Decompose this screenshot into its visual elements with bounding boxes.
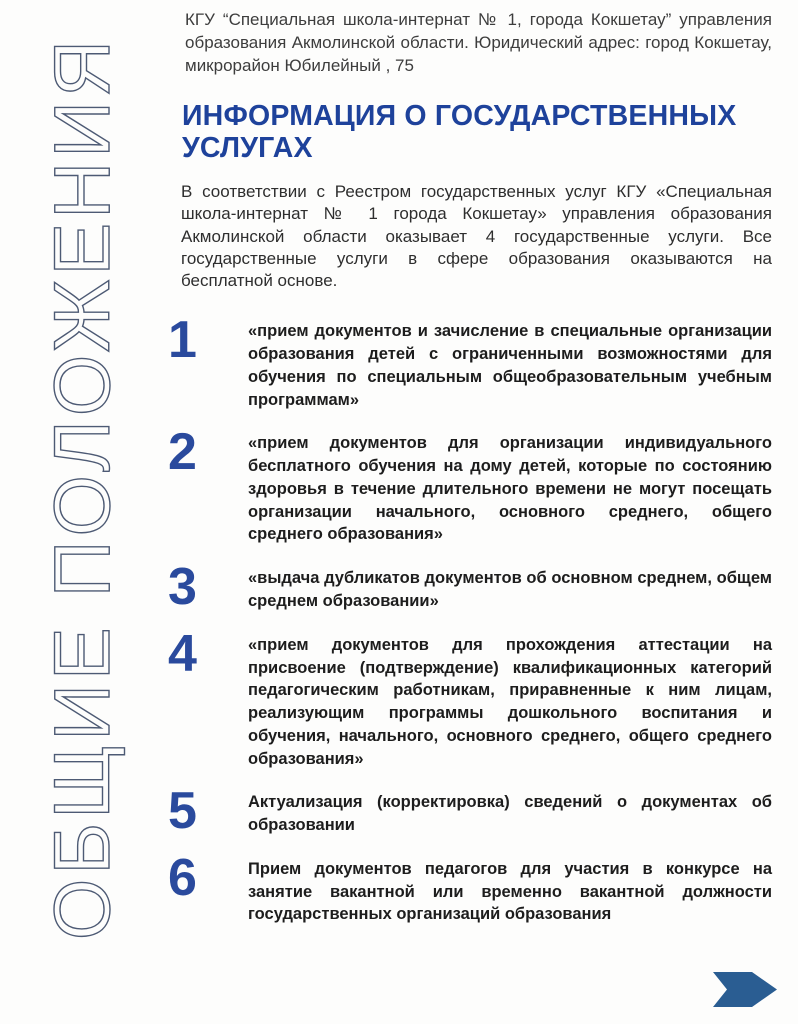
service-text: Актуализация (корректировка) сведений о документах об образовании [248, 793, 772, 835]
service-number: 5 [168, 782, 197, 841]
organization-header: КГУ “Специальная школа-интернат № 1, города Кокшетау” управления образования Акмолинской области. Юридический адрес: город Кокшетау, микрорайон Юбилейный , 75 [185, 10, 772, 75]
page-title: ИНФОРМАЦИЯ О ГОСУДАРСТВЕННЫХ УСЛУГАХ [182, 100, 737, 164]
service-number: 3 [168, 558, 197, 617]
next-arrow-icon[interactable] [712, 971, 778, 1008]
service-number: 4 [168, 624, 197, 683]
service-item-5 [168, 782, 772, 841]
service-text: «прием документов для организации индивидуального бесплатного обучения на дому детей, которые по состоянию здоровья в течение длительного времени не могут посещать организации начального, основного среднего, общего среднего образования» [248, 434, 772, 544]
intro-paragraph: В соответствии с Реестром государственных услуг КГУ «Специальная школа-интернат № 1 города Кокшетау» управления образования Акмолинской области оказывает 4 государственные услуги. Все государственные услуги в сфере образования оказываются на бесплатной основе. [181, 181, 772, 291]
service-number: 1 [168, 311, 197, 370]
service-text: Прием документов педагогов для участия в конкурсе на занятие вакантной или временно вакантной должности государственных организаций образования [248, 859, 772, 924]
service-text: «прием документов для прохождения аттестации на присвоение (подтверждение) квалификационных категорий педагогическим работникам, приравненные к ним лицам, реализующим программы дошкольного воспитания и обучения, начального, основного среднего, общего среднего образования» [248, 635, 772, 768]
service-item-3 [168, 558, 772, 617]
service-number: 2 [168, 423, 197, 482]
service-text: «выдача дубликатов документов об основном среднем, общем среднем образовании» [248, 569, 772, 610]
service-text: «прием документов и зачисление в специальные организации образования детей с ограниченными возможностями для обучения по специальным общеобразовательным учебным программам» [248, 322, 772, 409]
section-title-vertical: ОБЩИЕ ПОЛОЖЕНИЯ [37, 35, 126, 941]
service-item-2 [168, 423, 772, 546]
service-item-1 [168, 311, 772, 411]
service-number: 6 [168, 848, 197, 907]
services-list [168, 311, 772, 926]
service-item-4 [168, 624, 772, 771]
service-item-6 [168, 848, 772, 926]
